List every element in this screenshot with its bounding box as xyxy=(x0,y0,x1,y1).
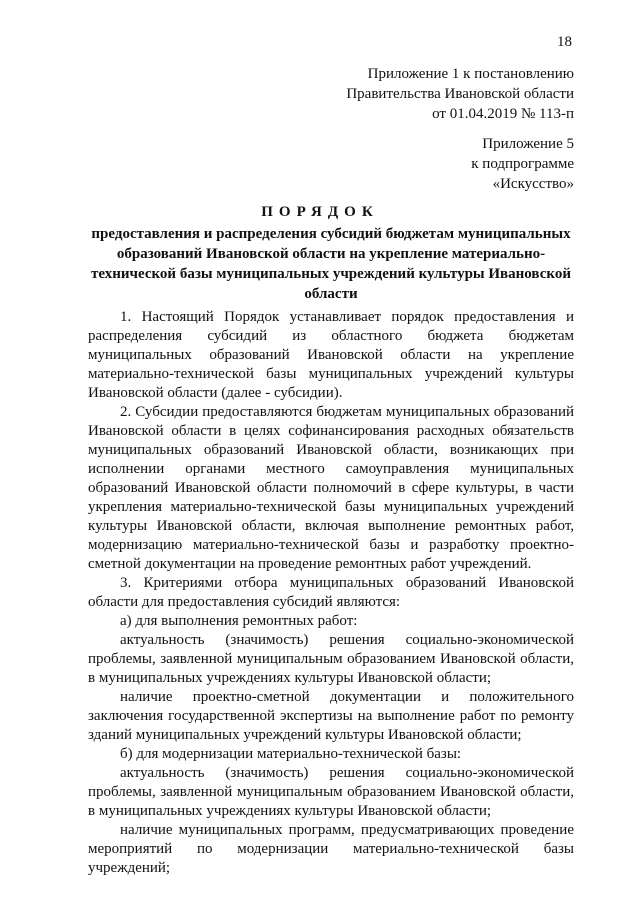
appendix-1-header xyxy=(346,64,574,124)
subsection-b-heading: б) для модернизации материально-технической базы: xyxy=(120,746,462,762)
criterion-b-1: актуальность (значимость) решения социально-экономической проблемы, заявленной муниципальным образованием Ивановской области, в муниципальных учреждениях культуры Ивановской области; xyxy=(88,765,574,819)
appendix-1-line-2: Правительства Ивановской области xyxy=(346,86,574,102)
appendix-5-line-2: к подпрограмме xyxy=(471,156,574,172)
criterion-a-2: наличие проектно-сметной документации и положительного заключения государственной экспертизы на выполнение работ по ремонту зданий муниципальных учреждений культуры Ивановской области; xyxy=(88,689,574,743)
paragraph-1: 1. Настоящий Порядок устанавливает порядок предоставления и распределения субсидий из областного бюджета бюджетам муниципальных образований Ивановской области на укрепление материально-технической базы муниципальных учреждений культуры Ивановской области (далее - субсидии). xyxy=(88,309,574,401)
appendix-5-line-1: Приложение 5 xyxy=(482,136,574,152)
criterion-b-2: наличие муниципальных программ, предусматривающих проведение мероприятий по модернизации материально-технической базы учреждений; xyxy=(88,822,574,876)
appendix-1-line-1: Приложение 1 к постановлению xyxy=(367,66,574,82)
document-subtitle: предоставления и распределения субсидий бюджетам муниципальных образований Ивановской области на укрепление материально-технической базы муниципальных учреждений культуры Ивановской области xyxy=(91,226,571,302)
appendix-1-line-3: от 01.04.2019 № 113-п xyxy=(432,106,574,122)
document-title: ПОРЯДОК xyxy=(261,204,379,220)
appendix-5-header xyxy=(471,134,574,194)
criterion-a-1: актуальность (значимость) решения социально-экономической проблемы, заявленной муниципальным образованием Ивановской области, в муниципальных учреждениях культуры Ивановской области; xyxy=(88,632,574,686)
paragraph-3: 3. Критериями отбора муниципальных образований Ивановской области для предоставления субсидий являются: xyxy=(88,575,574,610)
paragraph-2: 2. Субсидии предоставляются бюджетам муниципальных образований Ивановской области в целях софинансирования расходных обязательств муниципальных образований Ивановской области, возникающих при исполнении органами местного самоуправления муниципальных образований Ивановской области полномочий в сфере культуры, в части укрепления материально-технической базы муниципальных учреждений культуры Ивановской области, включая выполнение ремонтных работ, модернизацию материально-технической базы и разработку проектно-сметной документации на проведение ремонтных работ учреждений. xyxy=(88,404,574,572)
subsection-a-heading: а) для выполнения ремонтных работ: xyxy=(120,613,358,629)
document-body xyxy=(88,308,574,878)
appendix-5-line-3: «Искусство» xyxy=(492,176,574,192)
page-number: 18 xyxy=(557,34,572,50)
